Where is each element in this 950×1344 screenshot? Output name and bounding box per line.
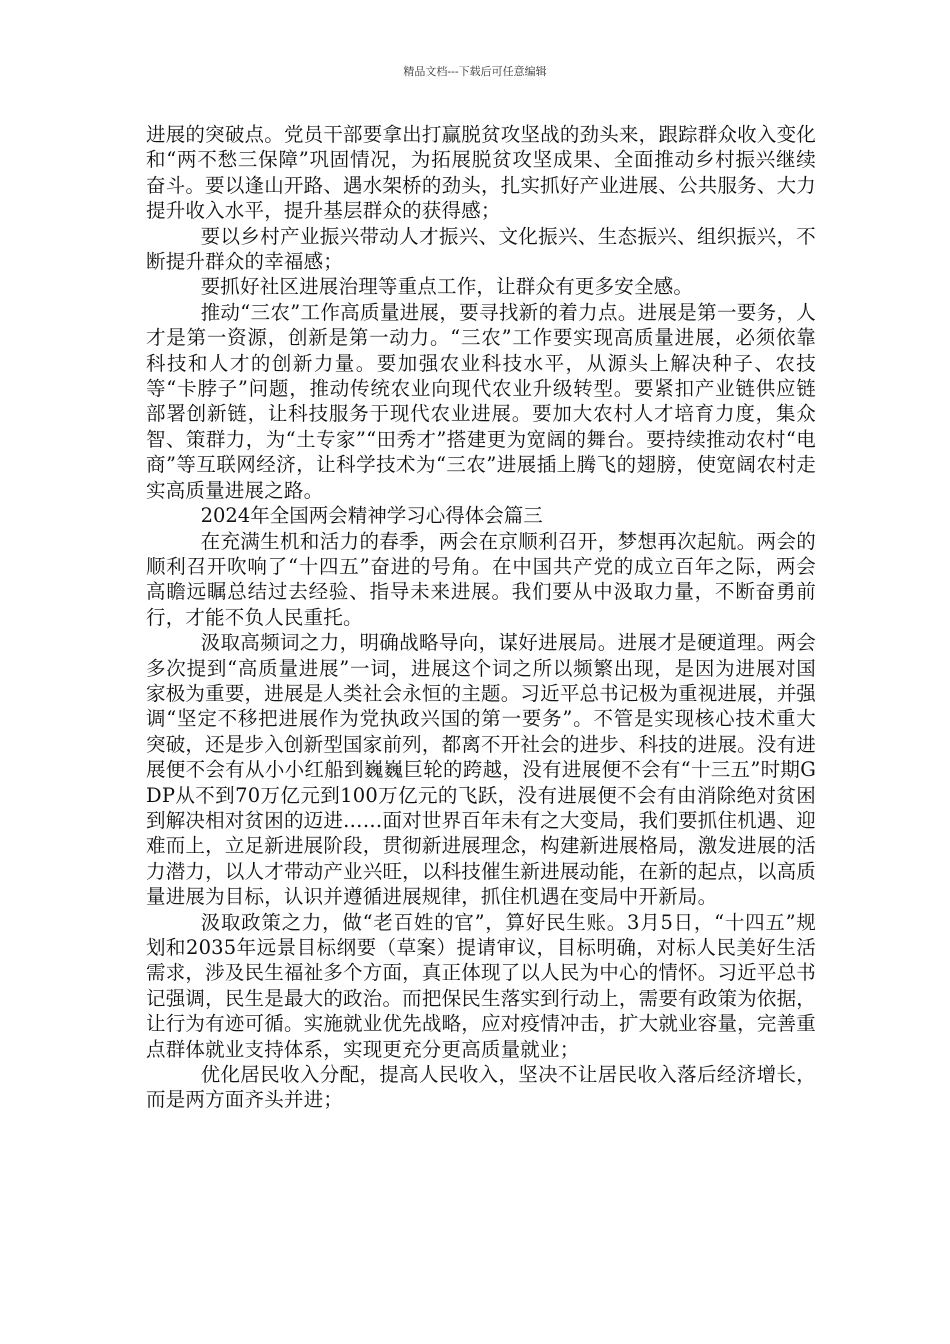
paragraph: 推动“三农”工作高质量进展，要寻找新的着力点。进展是第一要务，人才是第一资源，创新是第一动力。“三农”工作要实现高质量进展，必须依靠科技和人才的创新力量。要加强农业科技水平，从源头上解决种子、农技等“卡脖子”问题，推动传统农业向现代农业升级转型。要紧扣产业链供应链部署创新链，让科技服务于现代农业进展。要加大农村人才培育力度，集众智、策群力，为“土专家”“田秀才”搭建更为宽阔的舞台。要持续推动农村“电商”等互联网经济，让科学技术为“三农”进展插上腾飞的翅膀，使宽阔农村走实高质量进展之路。 <box>146 300 816 502</box>
paragraph: 汲取高频词之力，明确战略导向，谋好进展局。进展才是硬道理。两会多次提到“高质量进展”一词，进展这个词之所以频繁出现，是因为进展对国家极为重要，进展是人类社会永恒的主题。习近平总书记极为重视进展，并强调“坚定不移把进展作为党执政兴国的第一要务”。不管是实现核心技术重大突破，还是步入创新型国家前列，都离不开社会的进步、科技的进展。没有进展便不会有从小小红船到巍巍巨轮的跨越，没有进展便不会有“十三五”时期GDP从不到70万亿元到100万亿元的飞跃，没有进展便不会有由消除绝对贫困到解决相对贫困的迈进……面对世界百年未有之大变局，我们要抓住机遇、迎难而上，立足新进展阶段，贯彻新进展理念，构建新进展格局，激发进展的活力潜力，以人才带动产业兴旺，以科技催生新进展动能，在新的起点，以高质量进展为目标，认识并遵循进展规律，抓住机遇在变局中开新局。 <box>146 631 816 909</box>
document-body <box>146 122 816 1113</box>
paragraph: 要抓好社区进展治理等重点工作，让群众有更多安全感。 <box>200 275 694 299</box>
section-heading: 2024年全国两会精神学习心得体会篇三 <box>200 504 543 528</box>
page-header: 精品文档---下载后可任意编辑 <box>403 65 547 78</box>
paragraph: 要以乡村产业振兴带动人才振兴、文化振兴、生态振兴、组织振兴，不断提升群众的幸福感； <box>146 224 816 274</box>
paragraph: 汲取政策之力，做“老百姓的官”，算好民生账。3月5日，“十四五”规划和2035年远景目标纲要（草案）提请审议，目标明确，对标人民美好生活需求，涉及民生福祉多个方面，真正体现了以人民为中心的情怀。习近平总书记强调，民生是最大的政治。而把保民生落实到行动上，需要有政策为依据，让行为有迹可循。实施就业优先战略，应对疫情冲击，扩大就业容量，完善重点群体就业支持体系，实现更充分更高质量就业； <box>146 910 816 1061</box>
paragraph-continuation: 进展的突破点。党员干部要拿出打赢脱贫攻坚战的劲头来，跟踪群众收入变化和“两不愁三保障”巩固情况，为拓展脱贫攻坚成果、全面推动乡村振兴继续奋斗。要以逢山开路、遇水架桥的劲头，扎实抓好产业进展、公共服务、大力提升收入水平，提升基层群众的获得感； <box>146 123 816 223</box>
paragraph: 优化居民收入分配，提高人民收入，坚决不让居民收入落后经济增长，而是两方面齐头并进； <box>146 1063 816 1112</box>
paragraph: 在充满生机和活力的春季，两会在京顺利召开，梦想再次起航。两会的顺利召开吹响了“十四五”奋进的号角。在中国共产党的成立百年之际，两会高瞻远瞩总结过去经验、指导未来进展。我们要从中汲取力量，不断奋勇前行，才能不负人民重托。 <box>146 529 816 629</box>
